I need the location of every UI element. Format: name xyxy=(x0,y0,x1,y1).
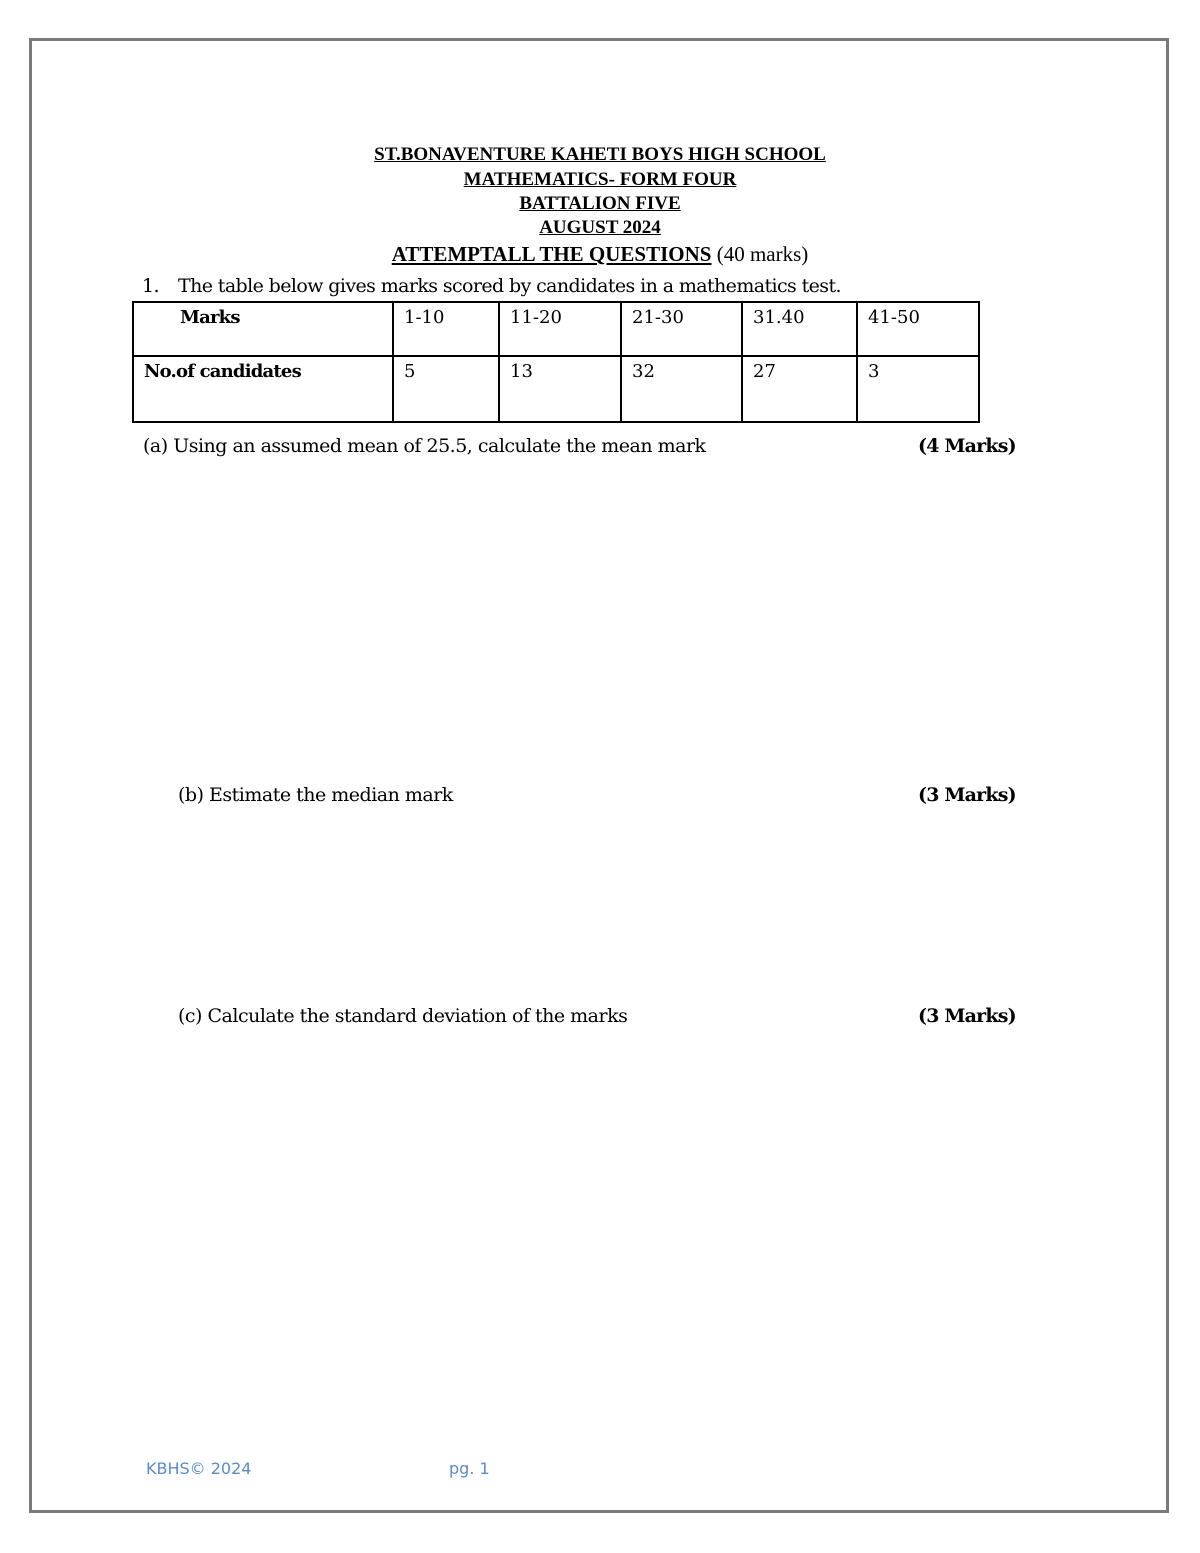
table-row xyxy=(133,302,979,356)
part-a-marks: (4 Marks) xyxy=(918,435,1016,457)
part-b-text: (b) Estimate the median mark xyxy=(178,784,453,806)
question-text: The table below gives marks scored by candidates in a mathematics test. xyxy=(178,275,841,297)
part-a-text: (a) Using an assumed mean of 25.5, calculate the mean mark xyxy=(143,435,706,457)
frequency-cell: 13 xyxy=(499,356,621,422)
question-1 xyxy=(142,273,841,299)
frequency-cell: 32 xyxy=(621,356,742,422)
part-b-marks: (3 Marks) xyxy=(918,784,1016,806)
part-c-text: (c) Calculate the standard deviation of the marks xyxy=(178,1005,628,1027)
frequency-cell: 3 xyxy=(857,356,979,422)
marks-header: Marks xyxy=(133,302,393,356)
footer-copyright: KBHS© 2024 xyxy=(146,1459,252,1478)
class-cell: 21-30 xyxy=(621,302,742,356)
exam-date: AUGUST 2024 xyxy=(539,217,661,238)
candidates-header: No.of candidates xyxy=(133,356,393,422)
class-cell: 31.40 xyxy=(742,302,857,356)
class-cell: 1-10 xyxy=(393,302,499,356)
footer-page-number: pg. 1 xyxy=(449,1459,490,1478)
frequency-cell: 27 xyxy=(742,356,857,422)
frequency-cell: 5 xyxy=(393,356,499,422)
total-marks: (40 marks) xyxy=(716,242,809,266)
table-row xyxy=(133,356,979,422)
school-name: ST.BONAVENTURE KAHETI BOYS HIGH SCHOOL xyxy=(374,144,826,165)
marks-table xyxy=(132,301,980,423)
exam-name: BATTALION FIVE xyxy=(519,193,681,214)
question-number: 1. xyxy=(142,275,159,297)
instruction-line xyxy=(0,240,1200,268)
part-c-marks: (3 Marks) xyxy=(918,1005,1016,1027)
class-cell: 41-50 xyxy=(857,302,979,356)
class-cell: 11-20 xyxy=(499,302,621,356)
subject-title: MATHEMATICS- FORM FOUR xyxy=(463,169,737,190)
instruction-text: ATTEMPTALL THE QUESTIONS xyxy=(391,242,712,266)
